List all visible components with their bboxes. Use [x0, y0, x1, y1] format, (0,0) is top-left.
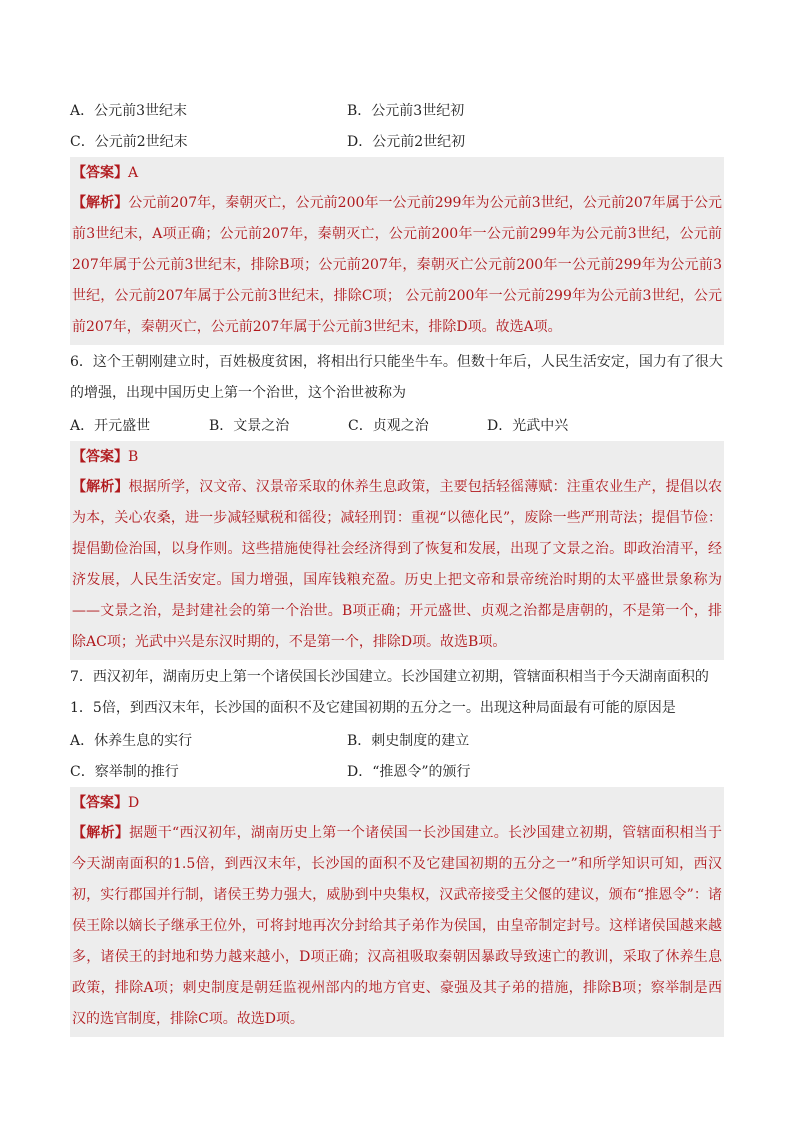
answer-letter: A: [128, 165, 139, 181]
q7-options-row-2: [70, 755, 724, 786]
analysis-tag: 【解析】: [72, 479, 129, 495]
q7-answer: [72, 789, 722, 818]
analysis-tag: 【解析】: [72, 195, 129, 211]
analysis-text: 根据所学，汉文帝、汉景帝采取的休养生息政策，主要包括轻徭薄赋：注重农业生产，提倡以农为本，关心农桑，进一步减轻赋税和徭役；减轻刑罚：重视“以德化民”，废除一些严刑苛法；提倡节俭：提倡勤俭治国，以身作则。这些措施使得社会经济得到了恢复和发展，出现了文景之治。即政治清平，经济发展，人民生活安定。国力增强，国库钱粮充盈。历史上把文帝和景帝统治时期的太平盛世景象称为——文景之治，是封建社会的第一个治世。B项正确；开元盛世、贞观之治都是唐朝的，不是第一个，排除AC项；光武中兴是东汉时期的，不是第一个，排除D项。故选B项。: [72, 479, 723, 650]
q5-option-d: D．公元前2世纪初: [347, 133, 466, 150]
q7-options-row-1: [70, 724, 724, 755]
q5-analysis: [72, 188, 722, 343]
q6-stem: 6．这个王朝刚建立时，百姓极度贫困，将相出行只能坐牛车。但数十年后，人民生活安定，国力有了很大的增强，出现中国历史上第一个治世，这个治世被称为: [70, 354, 723, 401]
q5-answer: [72, 159, 722, 188]
q7-option-d: D．“推恩令”的颁行: [347, 763, 471, 780]
q6-analysis: [72, 472, 722, 658]
q7-option-a: A．休养生息的实行: [70, 732, 193, 749]
answer-tag: 【答案】: [72, 449, 128, 465]
analysis-text: 公元前207年，秦朝灭亡，公元前200年一公元前299年为公元前3世纪，公元前207年属于公元前3世纪末，A项正确；公元前207年，秦朝灭亡，公元前200年一公元前299年为公元前3世纪，公元前207年属于公元前3世纪末，排除B项；公元前207年，秦朝灭亡公元前200年一公元前299年为公元前3世纪，公元前207年属于公元前3世纪末，排除C项； 公元前200年一公元前299年为公元前3世纪，公元前207年，秦朝灭亡，公元前207年属于公元前3世纪末，排除D项。故选A项。: [72, 195, 723, 335]
q5-options-row-1: [70, 94, 724, 125]
q7-analysis: [72, 818, 722, 1035]
q7-answer-box: [70, 787, 724, 1037]
q6-option-d: D．光武中兴: [487, 417, 569, 434]
q6-options-row: [70, 409, 724, 440]
answer-letter: D: [128, 795, 140, 811]
q5-option-c: C．公元前2世纪末: [70, 133, 188, 150]
q6-answer: [72, 443, 722, 472]
analysis-text: 据题干“西汉初年，湖南历史上第一个诸侯国一长沙国建立。长沙国建立初期，管辖面积相当于今天湖南面积的1.5倍，到西汉末年，长沙国的面积不及它建国初期的五分之一”和所学知识可知，西汉初，实行郡国并行制，诸侯王势力强大，威胁到中央集权，汉武帝接受主父偃的建议，颁布“推恩令”：诸侯王除以嫡长子继承王位外，可将封地再次分封给其子弟作为侯国，由皇帝制定封号。这样诸侯国越来越多，诸侯王的封地和势力越来越小，D项正确；汉高祖吸取秦朝因暴政导致速亡的教训，采取了休养生息政策，排除A项；刺史制度是朝廷监视州部内的地方官吏、豪强及其子弟的措施，排除B项；察举制是西汉的选官制度，排除C项。故选D项。: [72, 825, 723, 1027]
q6-option-b: B．文景之治: [209, 417, 290, 434]
document-page: [70, 94, 724, 1039]
answer-tag: 【答案】: [72, 165, 128, 181]
q6-option-a: A．开元盛世: [70, 417, 151, 434]
q6-answer-box: [70, 441, 724, 660]
q5-answer-box: [70, 157, 724, 345]
q7-option-c: C．察举制的推行: [70, 763, 179, 780]
q5-options-row-2: [70, 125, 724, 156]
q7-option-b: B．刺史制度的建立: [347, 732, 470, 749]
q5-option-a: A．公元前3世纪末: [70, 102, 188, 119]
analysis-tag: 【解析】: [72, 825, 130, 841]
q7-stem: 7．西汉初年，湖南历史上第一个诸侯国长沙国建立。长沙国建立初期，管辖面积相当于今天湖南面积的1．5倍，到西汉末年，长沙国的面积不及它建国初期的五分之一。出现这种局面最有可能的原因是: [70, 669, 709, 716]
q5-option-b: B．公元前3世纪初: [347, 102, 465, 119]
answer-letter: B: [128, 449, 139, 465]
q6-option-c: C．贞观之治: [348, 417, 429, 434]
answer-tag: 【答案】: [72, 795, 128, 811]
